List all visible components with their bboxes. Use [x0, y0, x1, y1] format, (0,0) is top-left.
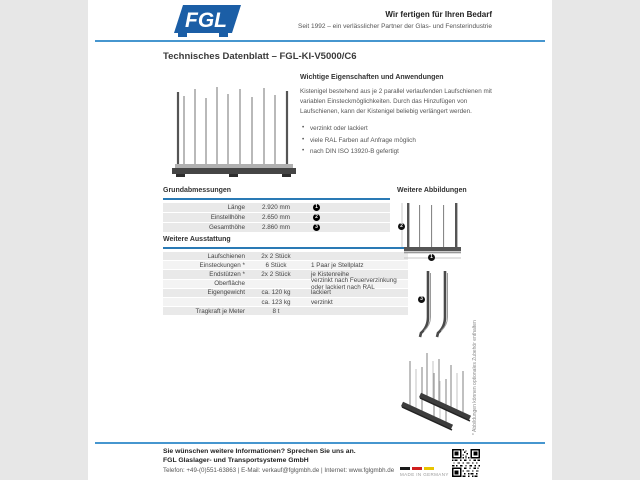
- flag-red-stripe: [412, 467, 422, 470]
- equipment-label: Eigengewicht: [207, 289, 245, 297]
- equipment-label: Endstützen *: [209, 270, 245, 278]
- equipment-note: lackiert: [311, 289, 331, 297]
- equipment-label: Oberfläche: [214, 280, 245, 288]
- marker-badge: 1: [313, 204, 320, 211]
- equipment-note: 1 Paar je Stellplatz: [311, 261, 364, 269]
- equipment-value: 2x 2 Stück: [261, 270, 291, 278]
- footer-company-name: FGL Glaslager- und Transportsysteme GmbH: [163, 457, 309, 464]
- table-row: [163, 289, 408, 297]
- dimension-value: 2.860 mm: [262, 224, 290, 231]
- table-row: [163, 213, 390, 222]
- tagline-main: Wir fertigen für Ihren Bedarf: [385, 10, 492, 19]
- footer-cta: Sie wünschen weitere Informationen? Sprechen Sie uns an.: [163, 448, 356, 455]
- equipment-value: 6 Stück: [265, 261, 287, 269]
- equipment-section: [163, 236, 408, 316]
- equipment-label: Laufschienen: [207, 252, 245, 260]
- equipment-heading: Weitere Ausstattung: [163, 236, 408, 249]
- dimension-label: Länge: [227, 204, 245, 211]
- dimensions-heading: Grundabmessungen: [163, 187, 390, 200]
- datasheet-page: [88, 0, 552, 480]
- equipment-label: Tragkraft je Meter: [195, 307, 245, 315]
- main-product-drawing: [168, 80, 300, 186]
- figures-heading: Weitere Abbildungen: [397, 187, 467, 194]
- dimension-value: 2.920 mm: [262, 204, 290, 211]
- dimension-label: Einstellhöhe: [210, 214, 245, 221]
- fgl-logo-text: FGL: [185, 9, 227, 32]
- marker-badge: 2: [398, 223, 405, 230]
- table-row: [163, 261, 408, 269]
- qr-code-icon: [452, 449, 480, 477]
- equipment-value: ca. 120 kg: [261, 289, 291, 297]
- flag-black-stripe: [400, 467, 410, 470]
- made-in-germany-label: MADE IN GERMANY: [400, 471, 449, 477]
- features-body: Kistenigel bestehend aus je 2 parallel verlaufenden Laufschienen mit variablen Einsteckmöglichkeiten. Durch das Hinzufügen von Laufschienen, kann der Kistenigel beliebig verlängert werden.: [300, 88, 492, 116]
- equipment-value: ca. 123 kg: [261, 298, 291, 306]
- dimension-label: Gesamthöhe: [208, 224, 245, 231]
- equipment-note: verzinkt: [311, 298, 333, 306]
- figure-side-view: [413, 267, 455, 343]
- equipment-value: 8 t: [272, 307, 280, 315]
- flag-gold-stripe: [424, 467, 434, 470]
- equipment-label: Einsteckungen *: [199, 261, 245, 269]
- marker-badge: 3: [313, 224, 320, 231]
- dimension-value: 2.650 mm: [262, 214, 290, 221]
- table-row: [163, 276, 408, 291]
- feature-item: • nach DIN ISO 13920-B gefertigt: [302, 148, 494, 155]
- equipment-note: verzinkt nach Feuerverzinkung oder lackiert nach RAL: [311, 276, 397, 291]
- table-row: [163, 252, 408, 260]
- table-row: [163, 203, 390, 212]
- footer-divider: [95, 442, 545, 444]
- equipment-value: 2x 2 Stück: [261, 252, 291, 260]
- page-title: Technisches Datenblatt – FGL-KI-V5000/C6: [163, 51, 357, 62]
- features-list: [302, 125, 494, 155]
- table-row: [163, 223, 390, 232]
- features-heading: Wichtige Eigenschaften und Anwendungen: [300, 74, 444, 81]
- dimensions-section: [163, 187, 390, 233]
- header-tagline: [298, 10, 492, 30]
- equipment-note: je Kistenreihe: [311, 270, 350, 278]
- feature-item: • verzinkt oder lackiert: [302, 125, 494, 132]
- figures-footnote: * Abbildungen können optionales Zubehör enthalten: [472, 320, 478, 435]
- marker-badge: 3: [418, 296, 425, 303]
- table-row: [163, 298, 408, 306]
- features-section: [300, 74, 494, 160]
- footer-contact-line: Telefon: +49-(0)551-63863 | E-Mail: verkauf@fglgmbh.de | Internet: www.fglgmbh.de: [163, 466, 395, 474]
- tagline-sub: Seit 1992 – ein verlässlicher Partner der Glas- und Fensterindustrie: [297, 23, 492, 30]
- feature-item: • viele RAL Farben auf Anfrage möglich: [302, 137, 494, 144]
- german-flag-icon: [400, 467, 434, 470]
- marker-badge: 2: [313, 214, 320, 221]
- table-row: [163, 307, 408, 315]
- fgl-logo-icon: [173, 5, 243, 41]
- header-divider: [95, 40, 545, 42]
- figure-perspective-view: [396, 343, 478, 435]
- marker-badge: 1: [428, 254, 435, 261]
